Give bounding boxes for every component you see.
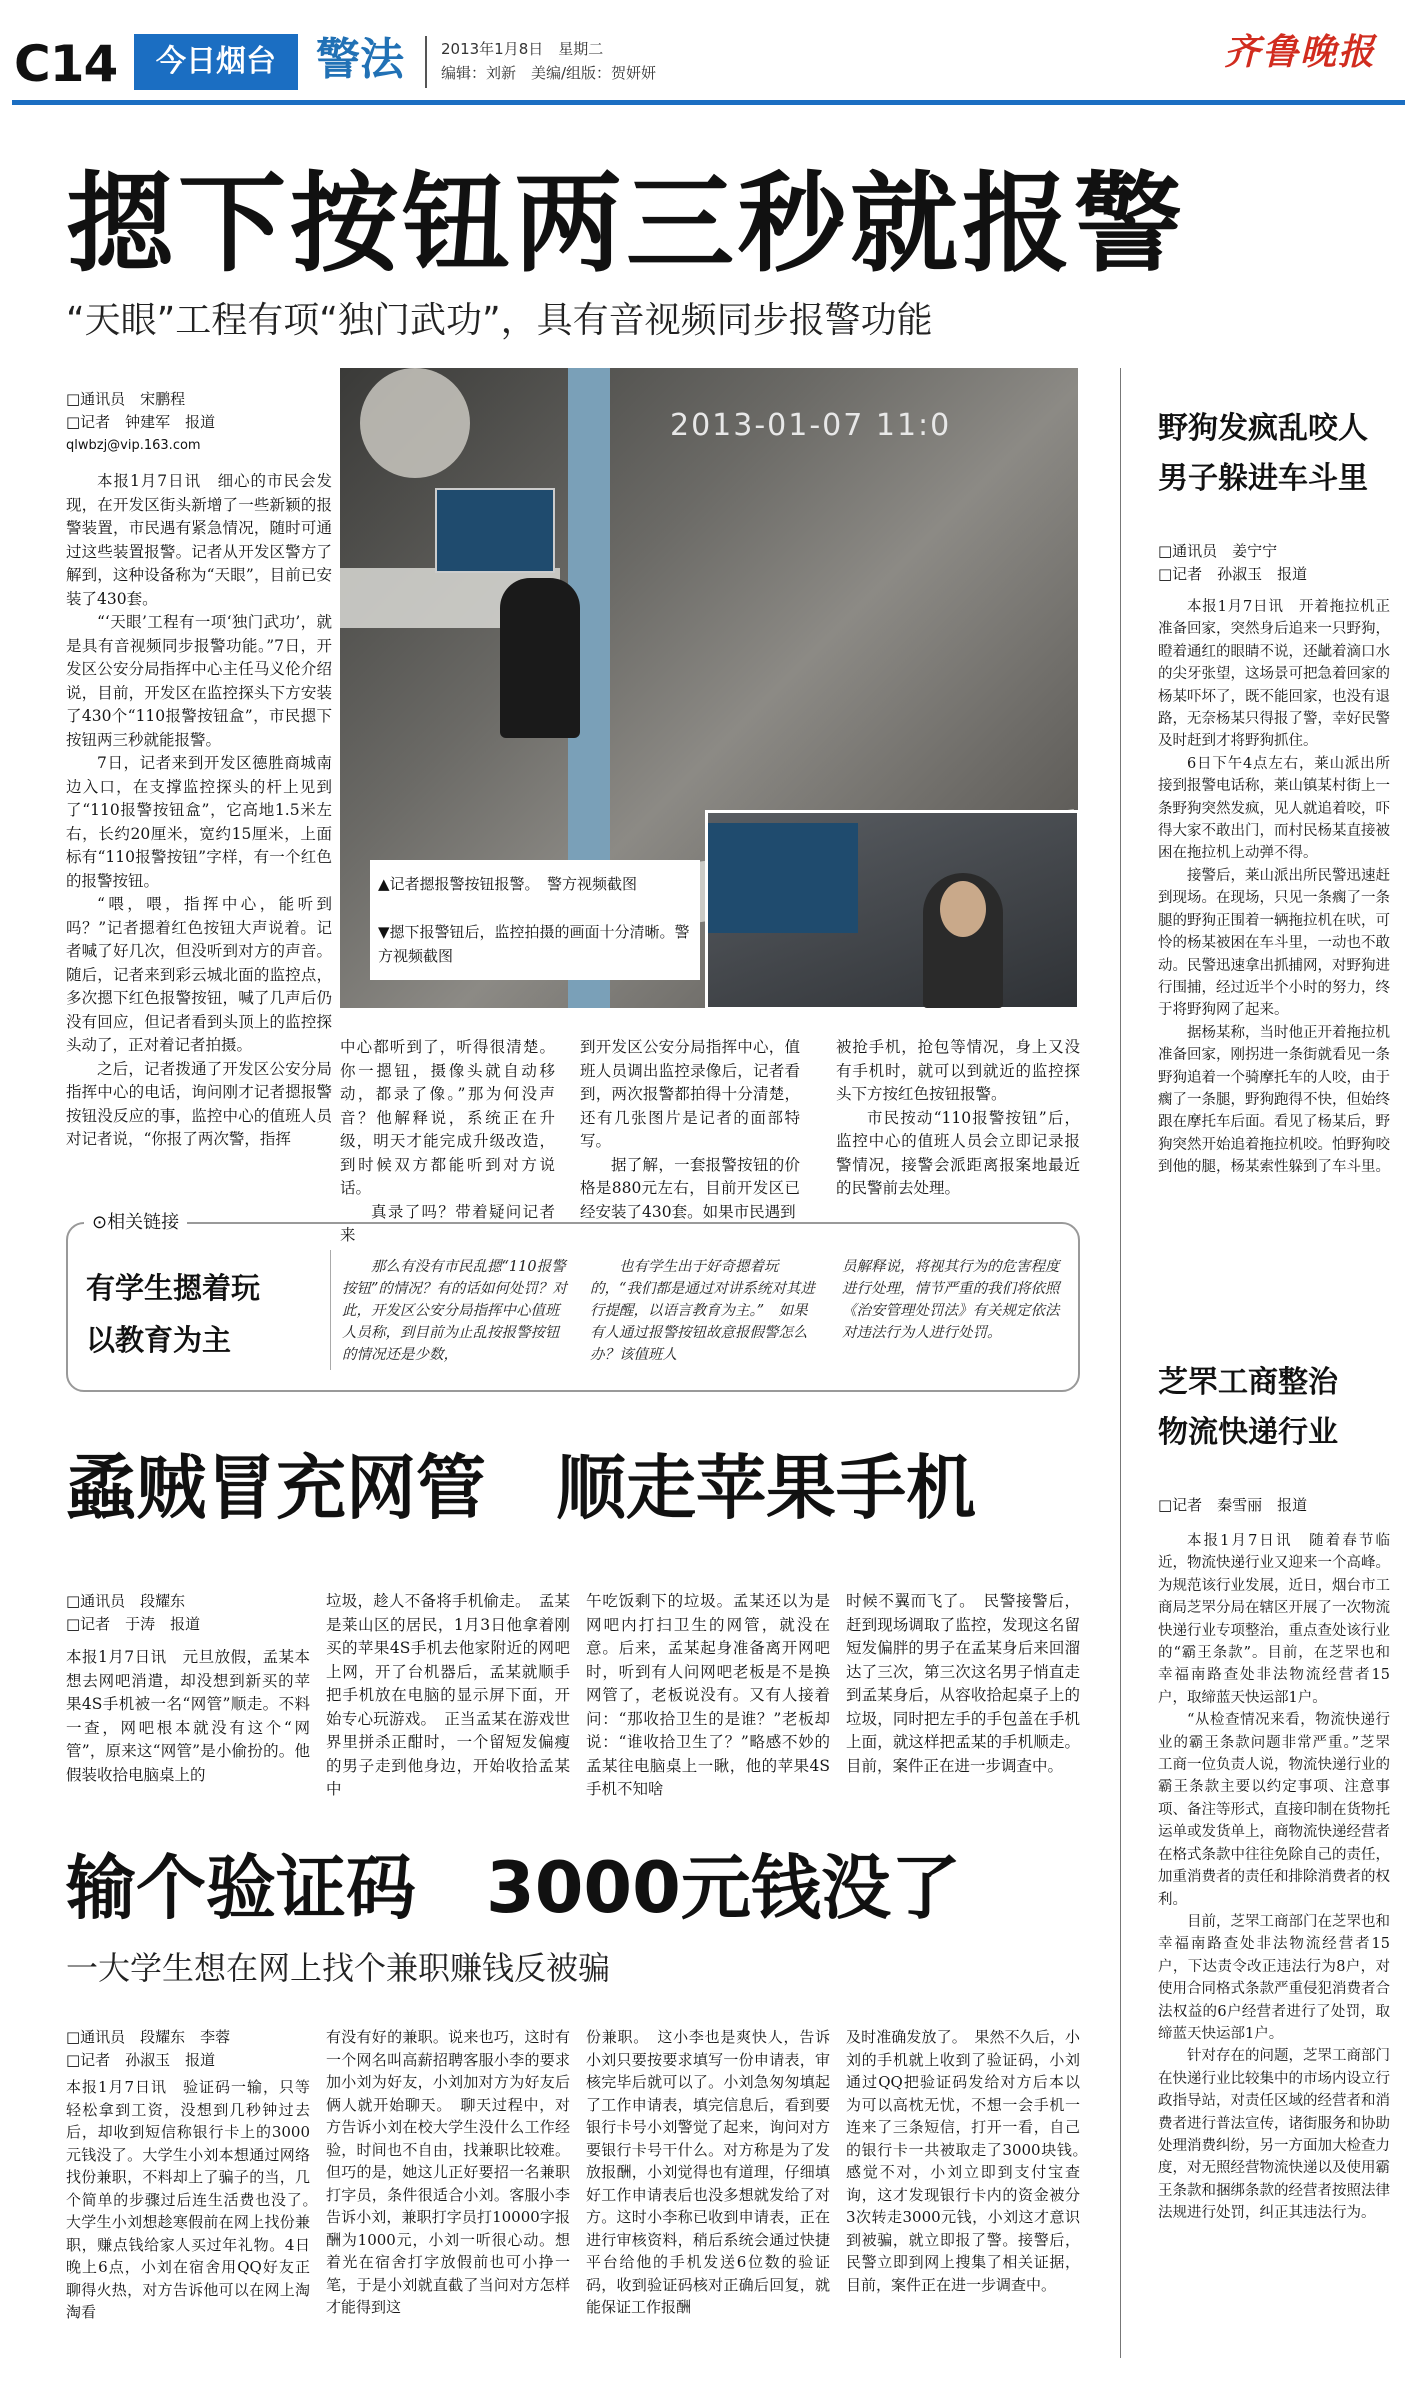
article2-col3: 午吃饭剩下的垃圾。孟某还以为是网吧内打扫卫生的网管，就没在意。后来，孟某起身准备离开网吧时，听到有人问网吧老板是不是换网管了，老板说没有。又有人接着问：“那收拾卫生的是谁？”老板却说：“谁收拾卫生了？”略感不妙的孟某往电脑桌上一瞅，他的苹果4S手机不知啥: [586, 1592, 830, 1798]
staff-line: 编辑：刘新 美编/组版：贺妍妍: [441, 64, 657, 82]
paragraph: 接警后，莱山派出所民警迅速赶到现场。在现场，只见一条瘸了一条腿的野狗正围着一辆拖拉机在吠，可怜的杨某被困在车斗里，一动也不敢动。民警迅速拿出抓捕网，对野狗进行围捕，经过近半个小时的努力，终于将野狗网了起来。: [1158, 867, 1390, 1019]
paragraph: 本报1月7日讯 开着拖拉机正准备回家，突然身后追来一只野狗，瞪着通红的眼睛不说，还龇着滴口水的尖牙张望，这场景可把急着回家的杨某吓坏了，既不能回家，也没有退路，无奈杨某只得报了警，幸好民警及时赶到才将野狗抓住。: [1158, 599, 1390, 750]
sidebar1-byline: [1158, 540, 1398, 586]
header-rule: [12, 100, 1405, 105]
title-line: 物流快递行业: [1158, 1415, 1338, 1450]
article1-subtitle: “天眼”工程有项“独门武功”，具有音视频同步报警功能: [66, 300, 933, 341]
byline-line: □记者 于涛 报道: [66, 1615, 201, 1633]
paragraph: “‘天眼’工程有一项‘独门武功’，就是具有音视频同步报警功能。”7日，开发区公安分局指挥中心主任马义伦介绍说，目前，开发区在监控探头下方安装了430个“110报警按钮盒”，市民摁下按钮两三秒就能报警。: [66, 613, 332, 749]
article2-col4: 时候不翼而飞了。 民警接警后，赶到现场调取了监控，发现这名留短发偏胖的男子在孟某身后来回溜达了三次，第三次这名男子悄直走到孟某身后，从容收拾起桌子上的垃圾，同时把左手的手包盖在手机上面，就这样把孟某的手机顺走。目前，案件正在进一步调查中。: [846, 1592, 1080, 1775]
article1-col3: [580, 1036, 800, 1224]
date-line: 2013年1月8日 星期二: [441, 40, 604, 58]
related-title: [86, 1262, 260, 1366]
article3-col2: 有没有好的兼职。说来也巧，这时有一个网名叫高薪招聘客服小李的要求加小刘为好友，小刘加对方为好友后俩人就开始聊天。 聊天过程中，对方告诉小刘在校大学生没什么工作经验，时间也不自由，找兼职比较难。但巧的是，她这儿正好要招一名兼职打字员，条件很适合小刘。客服小李告诉小刘，兼职打字员打10000字报酬为1000元，小刘一听很心动。想着光在宿舍打字放假前也可小挣一笔，于是小刘就直截了当问对方怎样才能得到这: [326, 2028, 570, 2316]
title-line: 以教育为主: [86, 1323, 232, 1357]
email: qlwbzj@vip.163.com: [66, 438, 201, 453]
paragraph: 本报1月7日讯 随着春节临近，物流快递行业又迎来一个高峰。为规范该行业发展，近日，烟台市工商局芝罘分局在辖区开展了一次物流快递行业专项整治，重点查处该行业的“霸王条款”。目前，在芝罘也和幸福南路查处非法物流经营者15户，取缔蓝天快运部1户。: [1158, 1533, 1390, 1706]
label-text: 相关链接: [107, 1212, 180, 1233]
article3-subtitle: 一大学生想在网上找个兼职赚钱反被骗: [66, 1949, 611, 1987]
paragraph: 到开发区公安分局指挥中心，值班人员调出监控录像后，记者看到，两次报警都拍得十分清楚，还有几张图片是记者的面部特写。: [580, 1038, 800, 1150]
related-col3: 员解释说，将视其行为的危害程度进行处理，情节严重的我们将依照《治安管理处罚法》有关规定依法对违法行为人进行处罚。: [842, 1259, 1060, 1341]
article1-byline: [66, 388, 331, 457]
byline-line: □通讯员 段耀东 李蓉: [66, 2028, 231, 2046]
page-number: C14: [14, 35, 118, 93]
article2-col1: 本报1月7日讯 元旦放假，孟某本想去网吧消遣，却没想到新买的苹果4S手机被一名“网管”顺走。不料一查，网吧根本就没有这个“网管”，原来这“网管”是小偷扮的。他假装收拾电脑桌上的: [66, 1648, 310, 1784]
sidebar2-body: [1158, 1530, 1390, 2225]
face: [940, 881, 986, 937]
paragraph: 据杨某称，当时他正开着拖拉机准备回家，刚拐进一条街就看见一条野狗追着一个骑摩托车的人咬，由于瘸了一条腿，野狗跑得不快，但始终跟在摩托车后面。看见了杨某后，野狗突然开始追着拖拉机咬。怕野狗咬到他的腿，杨某索性躲到了车斗里。: [1158, 1024, 1390, 1176]
newspaper-logo: 齐鲁晚报: [1224, 31, 1377, 73]
article1-col2: [340, 1036, 555, 1248]
article3-col4: 及时准确发放了。 果然不久后，小刘的手机就上收到了验证码，小刘通过QQ把验证码发给对方后本以为可以高枕无忧，不想一会手机一连来了三条短信，打开一看，自己的银行卡一共被取走了3000块钱。 感觉不对，小刘立即到支付宝查询，这才发现银行卡内的资金被分3次转走3000元钱，小刘这才意识到被骗，就立即报了警。接警后，民警立即到网上搜集了相关证据，目前，案件正在进一步调查中。: [846, 2028, 1096, 2294]
related-col2: 也有学生出于好奇摁着玩的，“我们都是通过对讲系统对其进行提醒，以语言教育为主。” 如果有人通过报警按钮故意报假警怎么办？该值班人: [590, 1259, 815, 1363]
divider: [330, 1250, 331, 1370]
byline-line: □记者 钟建军 报道: [66, 413, 216, 431]
article3-col3: 份兼职。 这小李也是爽快人，告诉小刘只要按要求填写一份申请表，审核完毕后就可以了。小刘急匆匆填起了工作申请表，填完信息后，看到要银行卡号小刘警觉了起来，询问对方要银行卡号干什么。对方称是为了发放报酬，小刘觉得也有道理，仔细填好工作申请表后也没多想就发给了对方。这时小李称已收到申请表，正在进行审核资料，稍后系统会通过快捷平台给他的手机发送6位数的验证码，收到验证码核对正确后回复，就能保证工作报酬: [586, 2028, 830, 2316]
byline-line: □记者 孙淑玉 报道: [66, 2051, 216, 2069]
byline-line: □通讯员 宋鹏程: [66, 390, 186, 408]
title-line: 野狗发疯乱咬人: [1158, 411, 1368, 446]
sidebar1-body: [1158, 596, 1390, 1179]
byline-line: □通讯员 姜宁宁: [1158, 542, 1278, 560]
related-col1: 那么有没有市民乱摁“110报警按钮”的情况？有的话如何处罚？对此，开发区公安分局指挥中心值班人员称，到目前为止乱按报警按钮的情况还是少数，: [342, 1259, 567, 1363]
paragraph: 被抢手机，抢包等情况，身上又没有手机时，就可以到就近的监控探头下方按红色按钮报警。: [836, 1038, 1080, 1103]
paragraph: 市民按动“110报警按钮”后，监控中心的值班人员会立即记录报警情况，接警会派距离报案地最近的民警前去处理。: [836, 1108, 1080, 1197]
paragraph: “喂，喂，指挥中心，能听到吗？”记者摁着红色按钮大声说着。记者喊了好几次，但没听到对方的声音。随后，记者来到彩云城北面的监控点，多次摁下红色报警按钮，喊了几声后仍没有回应，但记者看到头顶上的监控探头动了，正对着记者拍摄。: [66, 895, 332, 1054]
paragraph: 6日下午4点左右，莱山派出所接到报警电话称，莱山镇某村街上一条野狗突然发疯，见人就追着咬，吓得大家不敢出门，而村民杨某直接被困在拖拉机上动弹不得。: [1158, 755, 1390, 862]
header-divider: [425, 36, 427, 88]
sidebar1-title: [1158, 404, 1398, 504]
section-title: 警法: [316, 34, 404, 85]
article3-col1: 本报1月7日讯 验证码一输，只等轻松拿到工资，没想到几秒钟过去后，却收到短信称银行卡上的3000元钱没了。大学生小刘本想通过网络找份兼职，不料却上了骗子的当，几个简单的步骤过后连生活费也没了。 大学生小刘想趁寒假前在网上找份兼职，赚点钱给家人买过年礼物。4日晚上6点，小刘在宿舍用QQ好友正聊得火热，对方告诉他可以在网上淘淘看: [66, 2078, 326, 2321]
article2-title: 蟊贼冒充网管 顺走苹果手机: [66, 1447, 976, 1529]
byline-line: □通讯员 段耀东: [66, 1592, 186, 1610]
timestamp-overlay: 2013-01-07 11:0: [670, 408, 952, 443]
circle-icon: ⊙: [92, 1212, 108, 1233]
article2-col2: 垃圾，趁人不备将手机偷走。 孟某是莱山区的居民，1月3日他拿着刚买的苹果4S手机去他家附近的网吧上网，开了台机器后，孟某就顺手把手机放在电脑的显示屏下面，开始专心玩游戏。 正当孟某在游戏世界里拼杀正酣时，一个留短发偏瘦的男子走到他身边，开始收拾孟某中: [326, 1592, 570, 1798]
article3-title: 输个验证码 3000元钱没了: [66, 1847, 961, 1929]
title-line: 有学生摁着玩: [86, 1271, 261, 1305]
title-line: 芝罘工商整治: [1158, 1365, 1338, 1400]
paragraph: “从检查情况来看，物流快递行业的霸王条款问题非常严重。”芝罘工商一位负责人说，物流快递行业的霸王条款主要以约定事项、注意事项、备注等形式，直接印制在货物托运单或发货单上，商物流快递经营者在格式条款中往往免除自己的责任，加重消费者的责任和排除消费者的权利。: [1158, 1712, 1390, 1908]
sidebar-divider: [1120, 368, 1121, 2358]
paragraph: 7日，记者来到开发区德胜商城南边入口，在支撑监控探头的杆上见到了“110报警按钮盒”，它高地1.5米左右，长约20厘米，宽约15厘米，上面标有“110报警按钮”字样，有一个红色的报警按钮。: [66, 754, 332, 890]
sign: [435, 488, 555, 573]
paragraph: 针对存在的问题，芝罘工商部门在快递行业比较集中的市场内设立行政指导站，对责任区域的经营者和消费者进行普法宣传，诸街服务和协助处理消费纠纷，另一方面加大检查力度，对无照经营物流快递以及使用霸王条款和捆绑条款的经营者按照法律法规进行处罚，纠正其违法行为。: [1158, 2048, 1390, 2222]
related-links-label: [84, 1210, 187, 1236]
paragraph: 据了解，一套报警按钮的价格是880元左右，目前开发区已经安装了430套。如果市民遇到: [580, 1155, 800, 1221]
article1-title: 摁下按钮两三秒就报警: [66, 162, 1187, 287]
sign: [708, 823, 858, 933]
byline-line: □记者 孙淑玉 报道: [1158, 565, 1308, 583]
paragraph: 本报1月7日讯 细心的市民会发现，在开发区街头新增了一些新颖的报警装置，市民遇有紧急情况，随时可通过这些装置报警。记者从开发区警方了解到，这种设备称为“天眼”，目前已安装了430套。: [66, 472, 332, 608]
title-line: 男子躲进车斗里: [1158, 461, 1368, 496]
article1-col1: [66, 470, 332, 1152]
paragraph: 目前，芝罘工商部门在芝罘也和幸福南路查处非法物流经营者15户，下达责令改正违法行为8户，对使用合同格式条款严重侵犯消费者合法权益的6户经营者进行了处罚，取缔蓝天快运部1户。: [1158, 1913, 1390, 2042]
photo-caption: ▲记者摁报警按钮报警。 警方视频截图: [378, 875, 638, 893]
person-figure: [500, 578, 580, 738]
photo-caption: ▼摁下报警钮后，监控拍摄的画面十分清晰。警方视频截图: [378, 923, 690, 965]
paragraph: 之后，记者拨通了开发区公安分局指挥中心的电话，询问刚才记者摁报警按钮没反应的事，监控中心的值班人员对记者说，“你报了两次警，指挥: [66, 1059, 332, 1148]
inset-photo: [705, 810, 1080, 1010]
article2-byline: [66, 1590, 306, 1636]
paragraph: 真录了吗？带着疑问记者来: [340, 1202, 555, 1244]
city-tag: 今日烟台: [134, 34, 298, 90]
sidebar2-byline: □记者 秦雪丽 报道: [1158, 1496, 1308, 1514]
article3-byline: [66, 2026, 326, 2072]
paragraph: 中心都听到了，听得很清楚。你一摁钮，摄像头就自动移动，都录了像。”那为何没声音？他解释说，系统正在升级，明天才能完成升级改造，到时候双方都能听到对方说话。: [340, 1038, 555, 1197]
sidebar2-title: [1158, 1358, 1398, 1458]
article1-col4: [836, 1036, 1080, 1201]
